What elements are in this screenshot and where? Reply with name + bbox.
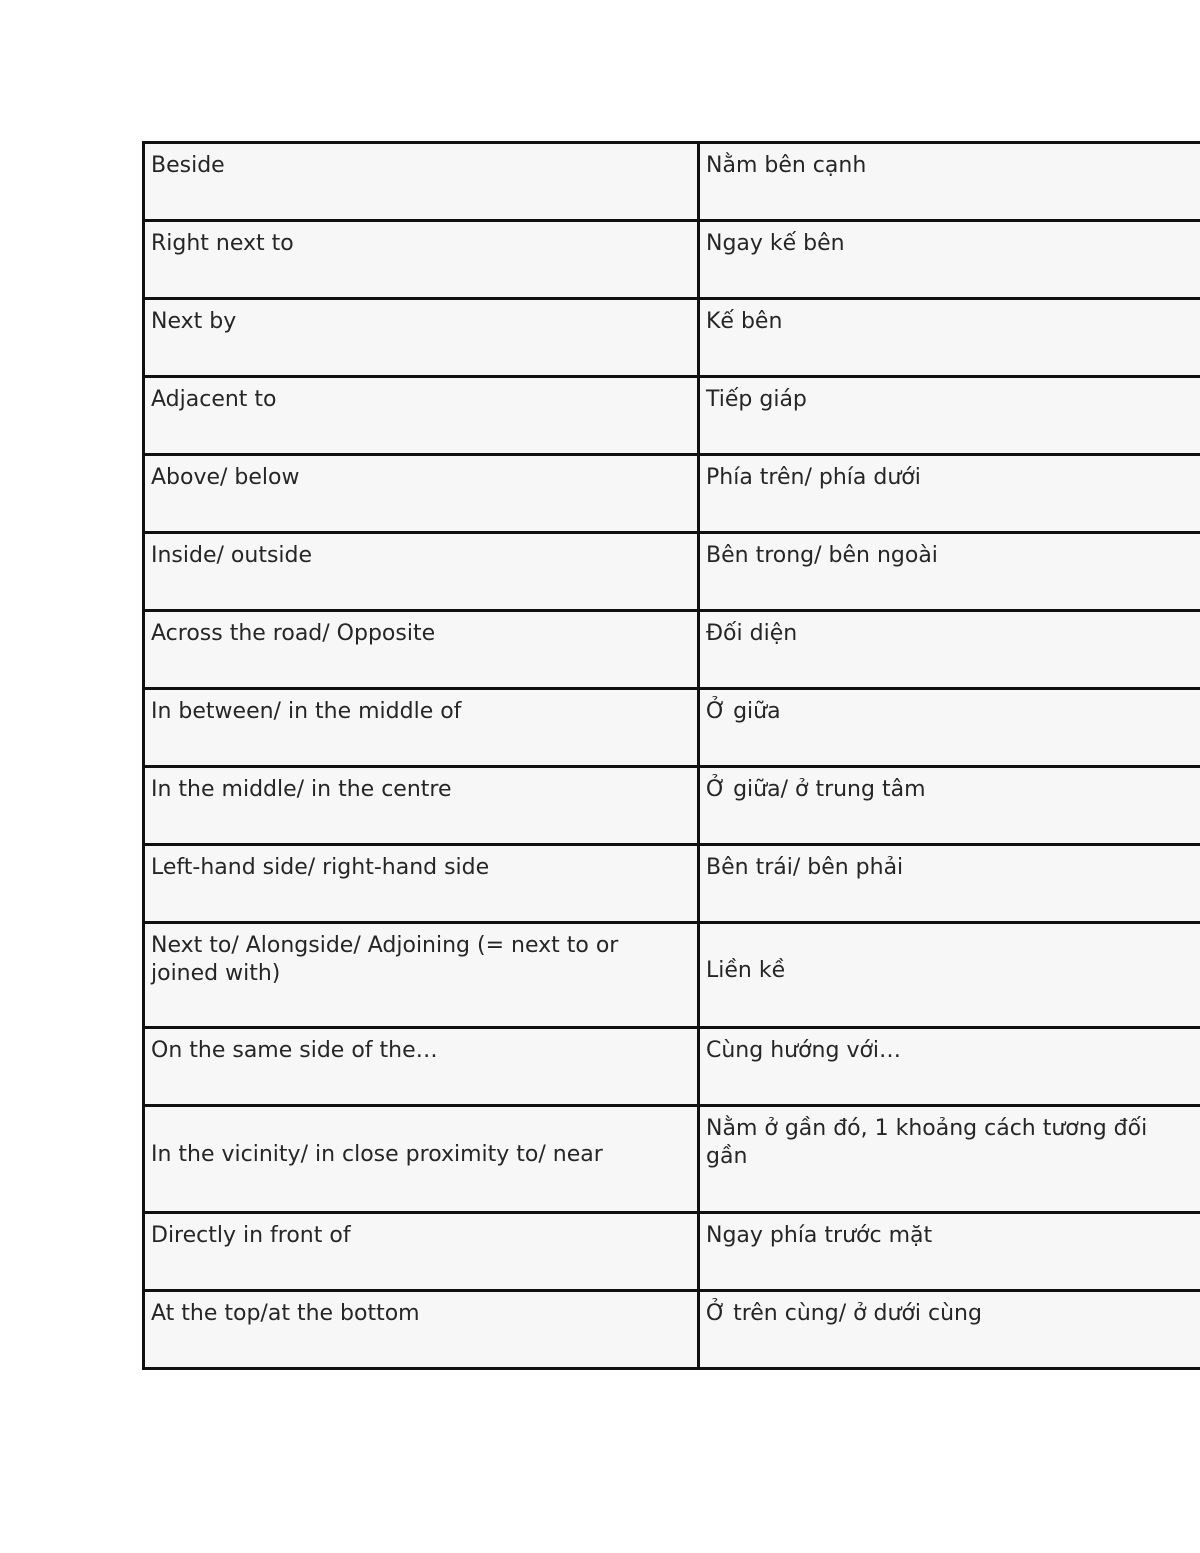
english-term-cell: Directly in front of	[144, 1213, 699, 1291]
vietnamese-term-cell: Ở giữa	[699, 689, 1200, 767]
table-row	[144, 1213, 1200, 1291]
english-term-cell: Adjacent to	[144, 377, 699, 455]
table-row	[144, 845, 1200, 923]
english-term-cell: Left-hand side/ right-hand side	[144, 845, 699, 923]
vietnamese-term-cell: Đối diện	[699, 611, 1200, 689]
table-row	[144, 377, 1200, 455]
table-row	[144, 923, 1200, 1028]
vietnamese-term-cell: Liền kề	[699, 923, 1200, 1028]
english-term-cell: Above/ below	[144, 455, 699, 533]
table-row	[144, 455, 1200, 533]
english-term-cell: Beside	[144, 143, 699, 221]
table-row	[144, 611, 1200, 689]
vietnamese-term-cell: Bên trái/ bên phải	[699, 845, 1200, 923]
vietnamese-term-cell: Tiếp giáp	[699, 377, 1200, 455]
vocabulary-table	[142, 141, 1200, 1370]
english-term-cell: On the same side of the…	[144, 1028, 699, 1106]
table-row	[144, 689, 1200, 767]
vietnamese-term-cell: Ở giữa/ ở trung tâm	[699, 767, 1200, 845]
vietnamese-term-cell: Nằm ở gần đó, 1 khoảng cách tương đối gần	[699, 1106, 1200, 1213]
vietnamese-term-cell: Phía trên/ phía dưới	[699, 455, 1200, 533]
table-row	[144, 299, 1200, 377]
vietnamese-term-cell: Bên trong/ bên ngoài	[699, 533, 1200, 611]
table-row	[144, 1028, 1200, 1106]
vietnamese-term-cell: Kế bên	[699, 299, 1200, 377]
table-row	[144, 1291, 1200, 1369]
english-term-cell: Across the road/ Opposite	[144, 611, 699, 689]
english-term-cell: In the vicinity/ in close proximity to/ near	[144, 1106, 699, 1213]
english-term-cell: Inside/ outside	[144, 533, 699, 611]
table-row	[144, 143, 1200, 221]
table-row	[144, 767, 1200, 845]
vietnamese-term-cell: Ngay kế bên	[699, 221, 1200, 299]
vocabulary-table-body	[144, 143, 1200, 1369]
vietnamese-term-cell: Ở trên cùng/ ở dưới cùng	[699, 1291, 1200, 1369]
table-row	[144, 1106, 1200, 1213]
english-term-cell: At the top/at the bottom	[144, 1291, 699, 1369]
english-term-cell: In the middle/ in the centre	[144, 767, 699, 845]
vietnamese-term-cell: Ngay phía trước mặt	[699, 1213, 1200, 1291]
vietnamese-term-cell: Nằm bên cạnh	[699, 143, 1200, 221]
english-term-cell: Next to/ Alongside/ Adjoining (= next to or joined with)	[144, 923, 699, 1028]
english-term-cell: Next by	[144, 299, 699, 377]
table-row	[144, 533, 1200, 611]
table-row	[144, 221, 1200, 299]
english-term-cell: Right next to	[144, 221, 699, 299]
vietnamese-term-cell: Cùng hướng với…	[699, 1028, 1200, 1106]
english-term-cell: In between/ in the middle of	[144, 689, 699, 767]
